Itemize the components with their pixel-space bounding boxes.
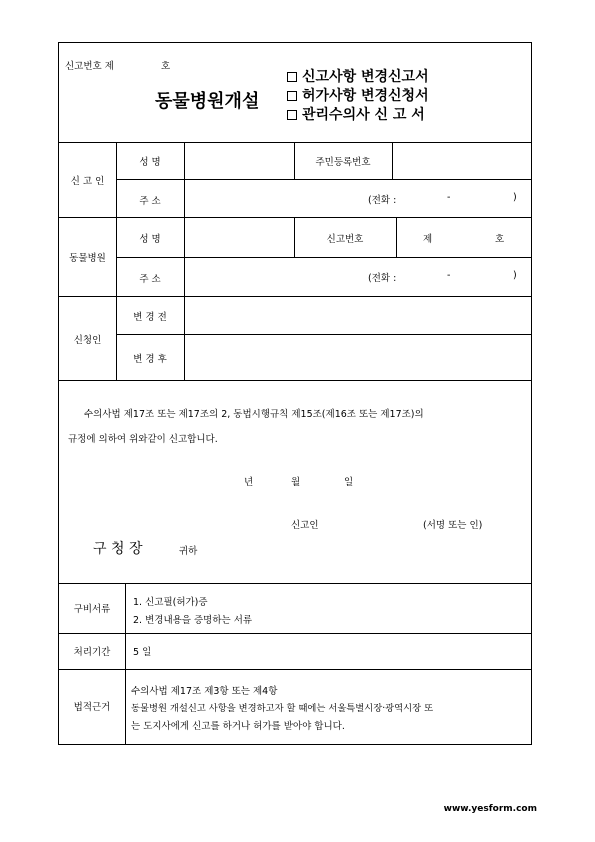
phone-label: (전화 : xyxy=(368,195,397,206)
divider xyxy=(125,583,126,744)
checkbox-icon[interactable] xyxy=(287,72,297,82)
hospital-address-field[interactable] xyxy=(185,258,530,296)
hospital-reg-label: 신고번호 xyxy=(326,234,364,245)
applicant-address-field[interactable] xyxy=(185,180,530,217)
date-year-label: 년 xyxy=(244,477,254,488)
checkbox-icon[interactable] xyxy=(287,110,297,120)
applicant-id-label: 주민등록번호 xyxy=(315,157,371,168)
legal-line-1: 수의사법 제17조 제3항 또는 제4항 xyxy=(131,686,278,697)
request-label: 신청인 xyxy=(73,335,102,346)
before-change-field[interactable] xyxy=(185,297,530,334)
hospital-label: 동물병원 xyxy=(69,253,106,264)
report-number-suffix: 호 xyxy=(161,61,171,72)
checkbox-icon[interactable] xyxy=(287,91,297,101)
phone-label: (전화 : xyxy=(368,273,397,284)
document-item-1: 1. 신고필(허가)증 xyxy=(133,597,208,608)
divider xyxy=(59,583,531,584)
date-month-label: 월 xyxy=(291,477,301,488)
divider xyxy=(59,669,531,670)
option-change-report[interactable]: 신고사항 변경신고서 xyxy=(287,68,429,87)
hospital-reg-prefix: 제 xyxy=(423,234,433,245)
applicant-id-field[interactable] xyxy=(393,143,530,179)
form-title: 동물병원개설 xyxy=(155,91,260,112)
option-vet-report[interactable]: 관리수의사 신 고 서 xyxy=(287,106,429,125)
applicant-label: 신 고 인 xyxy=(70,176,105,187)
before-change-label: 변 경 전 xyxy=(133,312,167,323)
after-change-label: 변 경 후 xyxy=(133,354,167,365)
statement-line-2: 규정에 의하여 위와같이 신고합니다. xyxy=(68,434,218,445)
document-item-2: 2. 변경내용을 증명하는 서류 xyxy=(133,615,253,626)
signer-label: 신고인 xyxy=(291,520,319,531)
signature-note: (서명 또는 인) xyxy=(423,520,483,531)
after-change-field[interactable] xyxy=(185,335,530,380)
report-number-label: 신고번호 제 xyxy=(65,61,114,72)
recipient: 구 청 장 xyxy=(93,541,143,557)
legal-line-3: 는 도지사에게 신고를 하거나 허가를 받아야 합니다. xyxy=(131,721,345,732)
footer-site: www.yesform.com xyxy=(443,804,537,814)
phone-close: ) xyxy=(513,192,517,203)
phone-close: ) xyxy=(513,270,517,281)
date-day-label: 일 xyxy=(344,477,354,488)
legal-basis-label: 법적근거 xyxy=(73,702,111,713)
divider xyxy=(116,142,117,380)
processing-label: 처리기간 xyxy=(73,647,111,658)
hospital-name-label: 성 명 xyxy=(139,234,161,245)
processing-period: 5 일 xyxy=(133,647,152,658)
statement-line-1: 수의사법 제17조 또는 제17조의 2, 동법시행규칙 제15조(제16조 또는 제17조)의 xyxy=(84,409,424,420)
hospital-reg-suffix: 호 xyxy=(495,234,505,245)
documents-label: 구비서류 xyxy=(73,604,111,615)
hospital-reg-field[interactable] xyxy=(397,218,530,257)
hospital-address-label: 주 소 xyxy=(139,274,161,285)
divider xyxy=(59,380,531,381)
applicant-address-label: 주 소 xyxy=(139,196,161,207)
applicant-name-label: 성 명 xyxy=(139,157,161,168)
form-type-options xyxy=(287,68,429,125)
hospital-name-field[interactable] xyxy=(185,218,293,257)
divider xyxy=(59,633,531,634)
applicant-name-field[interactable] xyxy=(185,143,293,179)
form-frame xyxy=(58,42,532,745)
phone-dash: - xyxy=(447,192,451,203)
phone-dash: - xyxy=(447,270,451,281)
legal-line-2: 동물병원 개설신고 사항을 변경하고자 할 때에는 서울특별시장·광역시장 또 xyxy=(131,703,434,714)
recipient-honorific: 귀하 xyxy=(179,546,198,557)
option-change-application[interactable]: 허가사항 변경신청서 xyxy=(287,87,429,106)
